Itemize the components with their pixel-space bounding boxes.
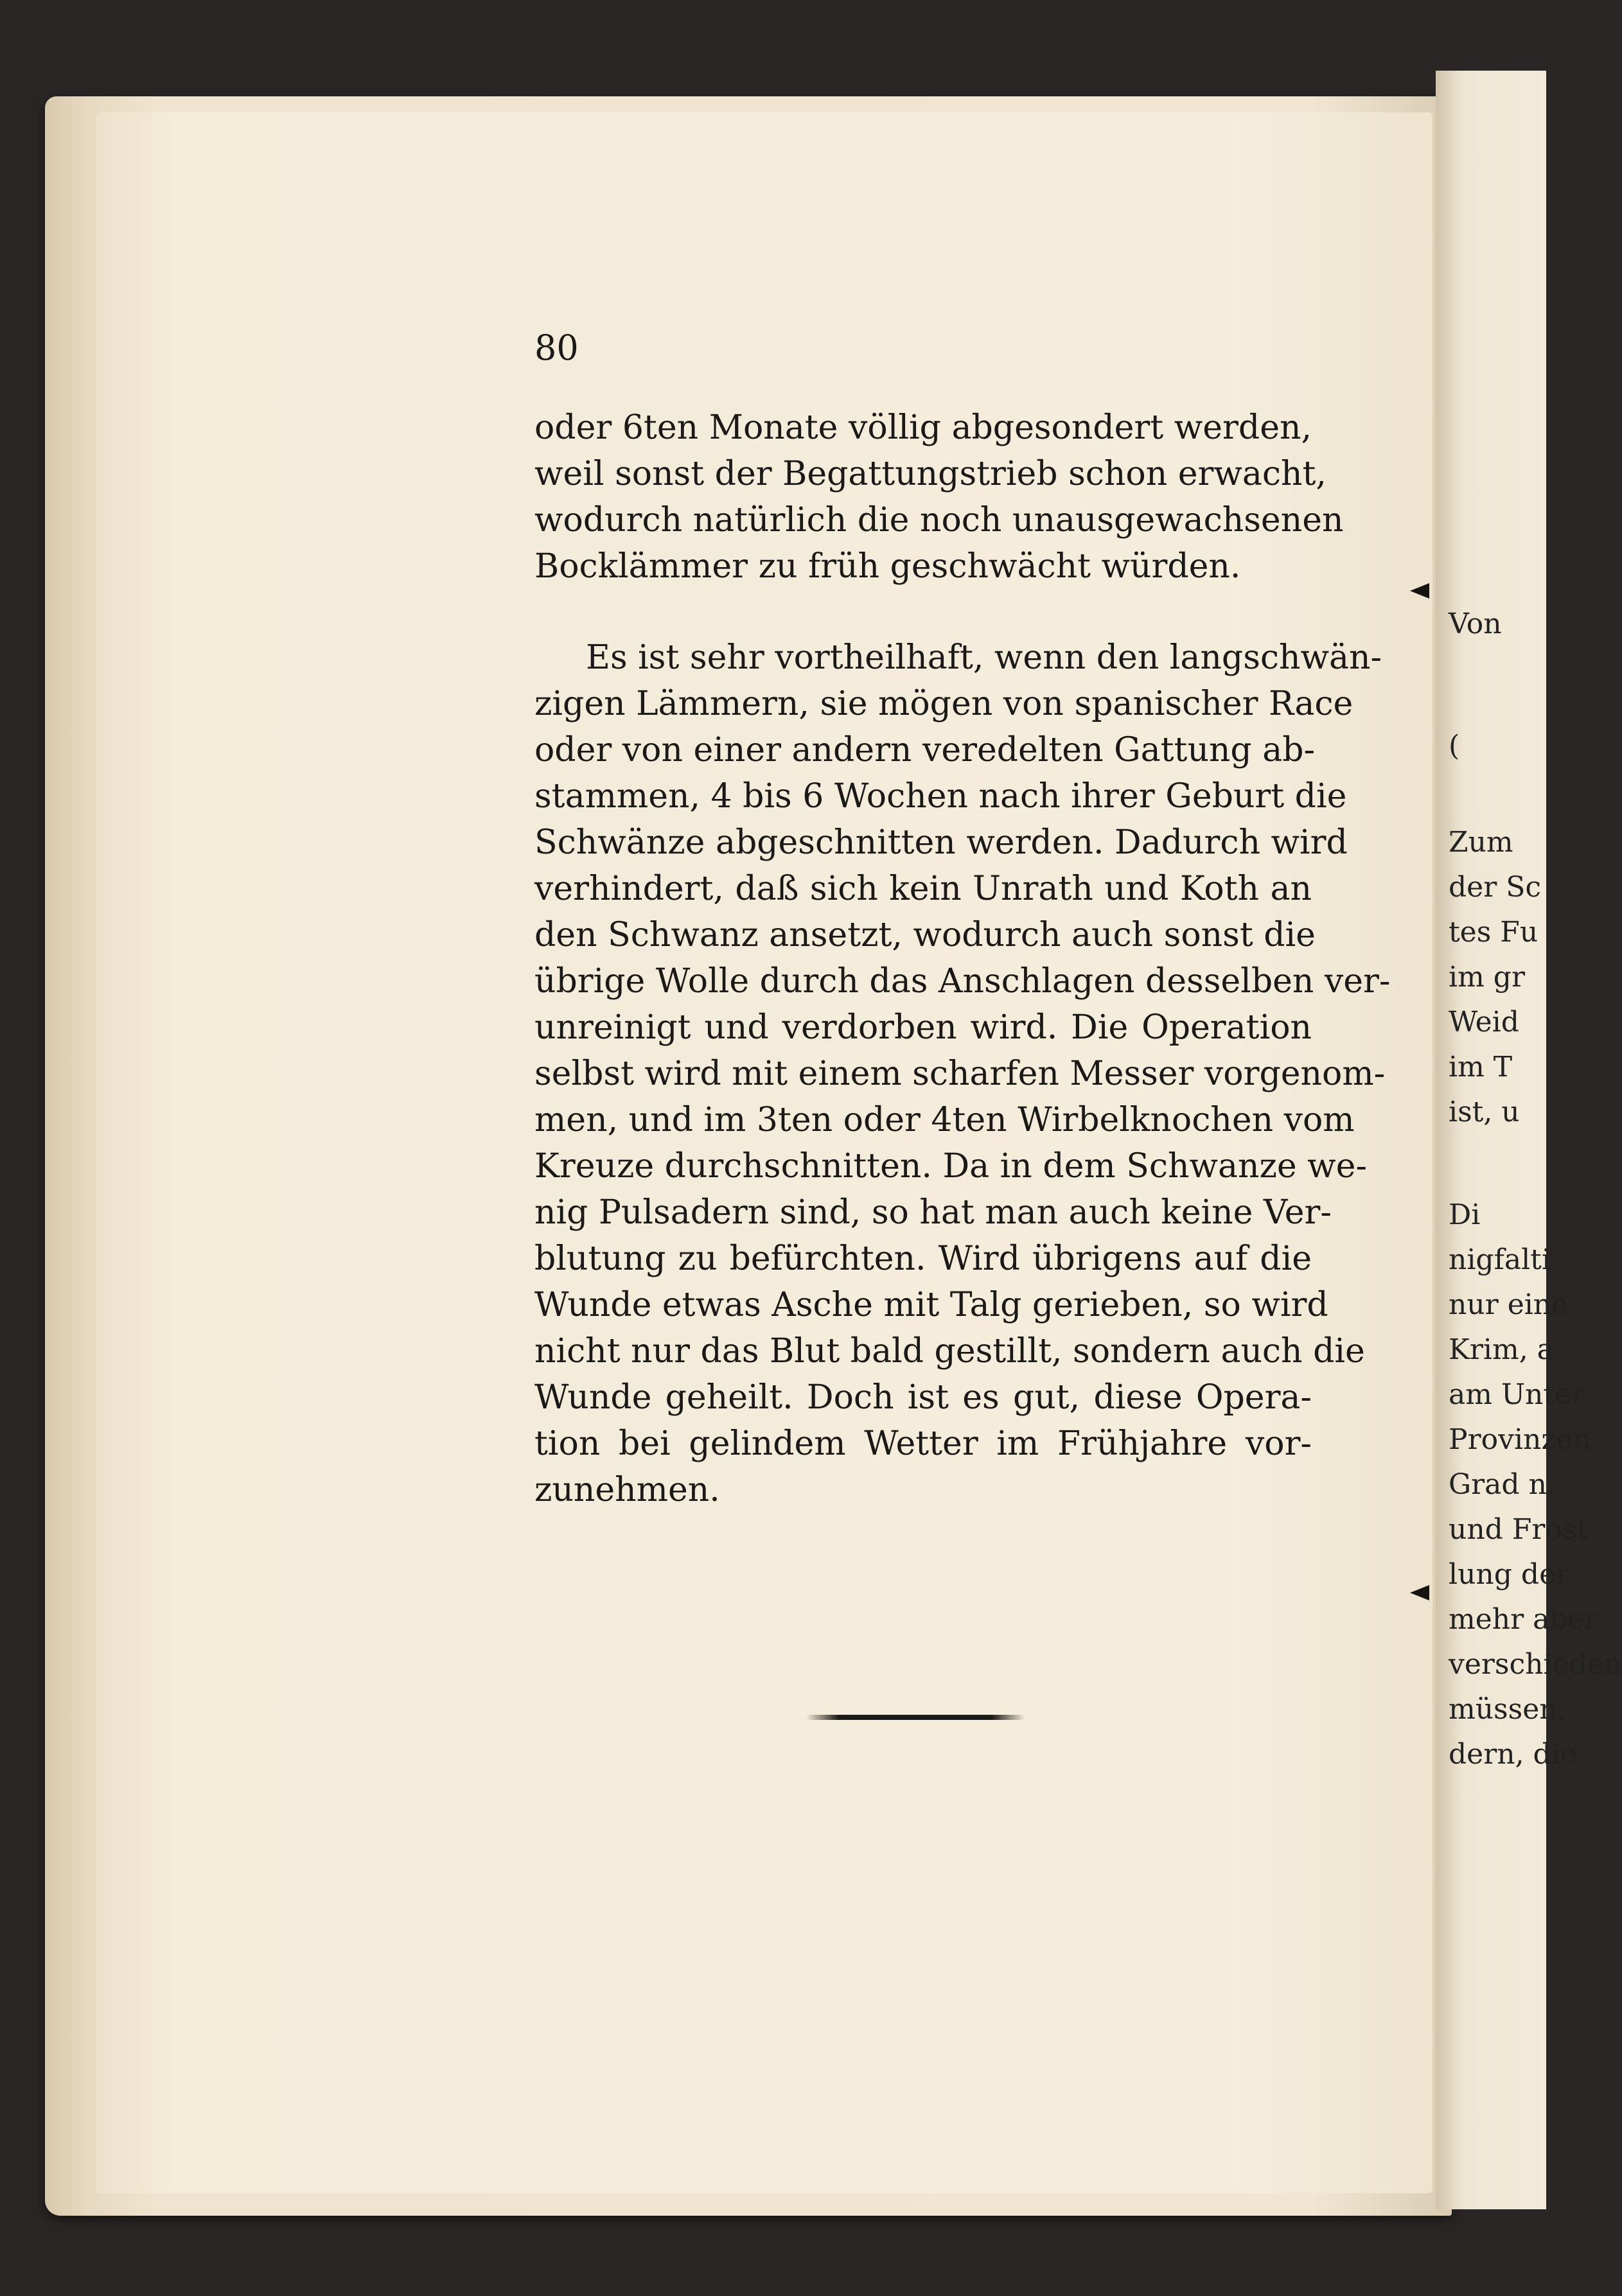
facing-fragment: Zum — [1449, 826, 1513, 859]
binding-marker — [1410, 583, 1429, 599]
text-line: selbst wird mit einem scharfen Messer vorgenom- — [534, 1055, 1386, 1093]
text-line: men, und im 3ten oder 4ten Wirbelknochen vom — [534, 1101, 1355, 1139]
facing-fragment: ( — [1449, 730, 1460, 762]
facing-fragment: mehr aber — [1449, 1603, 1598, 1636]
text-line: Kreuze durchschnitten. Da in dem Schwanze we- — [534, 1147, 1368, 1186]
end-rule — [806, 1715, 1025, 1720]
text-line: oder 6ten Monate völlig abgesondert werden, — [534, 408, 1312, 447]
facing-fragment: Di — [1449, 1198, 1481, 1231]
facing-fragment: der Sc — [1449, 871, 1542, 904]
facing-fragment: müssen, — [1449, 1693, 1567, 1726]
facing-fragment: im gr — [1449, 961, 1525, 994]
facing-page — [1436, 71, 1622, 2209]
facing-fragment: tes Fu — [1449, 916, 1538, 949]
facing-fragment: nur eine — [1449, 1288, 1569, 1321]
text-line: Wunde geheilt. Doch ist es gut, diese Opera- — [534, 1378, 1312, 1417]
text-line: stammen, 4 bis 6 Wochen nach ihrer Geburt die — [534, 777, 1347, 816]
text-line: Bocklämmer zu früh geschwächt würden. — [534, 547, 1241, 586]
facing-fragment: ist, u — [1449, 1096, 1520, 1128]
paragraph-1 — [534, 405, 1344, 590]
text-line: wodurch natürlich die noch unausgewachsenen — [534, 501, 1344, 539]
text-line: Wunde etwas Asche mit Talg gerieben, so wird — [534, 1286, 1328, 1324]
binding-marker — [1410, 1585, 1429, 1600]
text-line: tion bei gelindem Wetter im Frühjahre vor- — [534, 1424, 1312, 1463]
paragraph-gap — [534, 590, 1312, 635]
text-line: zunehmen. — [534, 1471, 720, 1509]
text-line: Es ist sehr vortheilhaft, wenn den langschwän- — [586, 638, 1382, 677]
text-line: blutung zu befürchten. Wird übrigens auf die — [534, 1240, 1312, 1278]
paragraph-2 — [534, 635, 1391, 1513]
facing-fragment: Provinzen — [1449, 1423, 1591, 1456]
text-line: nig Pulsadern sind, so hat man auch keine Ver- — [534, 1193, 1332, 1232]
text-line: Schwänze abgeschnitten werden. Dadurch wird — [534, 823, 1348, 862]
text-line: den Schwanz ansetzt, wodurch auch sonst die — [534, 916, 1316, 954]
facing-fragment: Von — [1449, 608, 1502, 640]
facing-fragment: dern, die — [1449, 1738, 1577, 1771]
facing-fragment: im T — [1449, 1051, 1513, 1083]
facing-fragment: Grad n. — [1449, 1468, 1556, 1501]
text-line: nicht nur das Blut bald gestillt, sondern auch die — [534, 1332, 1365, 1371]
facing-fragment: verschieden — [1449, 1648, 1622, 1681]
text-line: zigen Lämmern, sie mögen von spanischer Race — [534, 685, 1353, 723]
text-line: übrige Wolle durch das Anschlagen desselben ver- — [534, 962, 1391, 1001]
text-line: weil sonst der Begattungstrieb schon erwacht, — [534, 455, 1327, 493]
facing-fragment: nigfalti — [1449, 1243, 1551, 1276]
text-line: oder von einer andern veredelten Gattung ab- — [534, 731, 1316, 769]
text-line: unreinigt und verdorben wird. Die Operation — [534, 1008, 1312, 1047]
facing-fragment: und Frost — [1449, 1513, 1589, 1546]
facing-fragment: Krim, a — [1449, 1333, 1554, 1366]
facing-fragment: am Unter — [1449, 1378, 1585, 1411]
page-number: 80 — [534, 328, 579, 368]
body-text — [534, 405, 1391, 1513]
facing-fragment: lung der — [1449, 1558, 1570, 1591]
text-line: verhindert, daß sich kein Unrath und Koth an — [534, 870, 1312, 908]
facing-fragment: Weid — [1449, 1006, 1519, 1038]
